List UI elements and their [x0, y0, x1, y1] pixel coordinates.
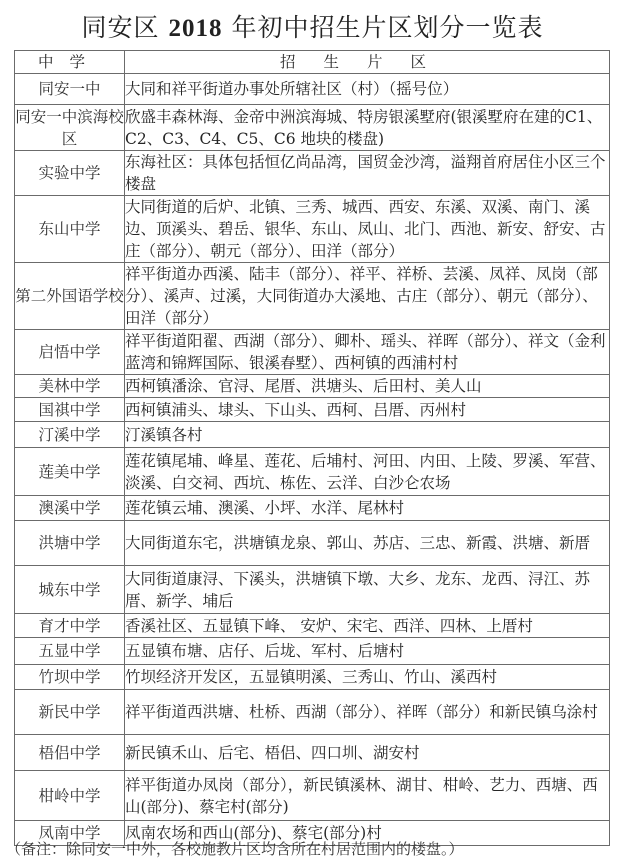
enrollment-area: 祥平街道西洪塘、杜桥、西湖（部分）、祥晖（部分）和新民镇乌涂村: [125, 690, 610, 735]
school-name: 同安一中滨海校区: [15, 105, 125, 151]
school-name: 启悟中学: [15, 330, 125, 375]
enrollment-area: 莲花镇尾埔、峰星、莲花、后埔村、河田、内田、上陵、罗溪、军营、淡溪、白交祠、西坑、栋佐、云洋、白沙仑农场: [125, 448, 610, 496]
school-name: 汀溪中学: [15, 422, 125, 448]
table-header-row: [15, 51, 610, 74]
school-name: 洪塘中学: [15, 521, 125, 566]
enrollment-area: 竹坝经济开发区，五显镇明溪、三秀山、竹山、溪西村: [125, 665, 610, 690]
table-row: [15, 398, 610, 422]
title-text: 年初中招生片区划分一览表: [231, 13, 544, 42]
school-name: 美林中学: [15, 375, 125, 398]
enrollment-area: 香溪社区、五显镇下峰、 安炉、宋宅、西洋、四林、上厝村: [125, 614, 610, 638]
school-name: 梧侣中学: [15, 735, 125, 771]
table-row: [15, 74, 610, 105]
enrollment-area: 祥平街道办西溪、陆丰（部分）、祥平、祥桥、芸溪、凤祥、凤岗（部分）、溪声、过溪，大同街道办大溪地、古庄（部分）、朝元（部分）、田洋（部分）: [125, 263, 610, 330]
school-name: 实验中学: [15, 151, 125, 196]
footnote: （备注：除同安一中外，各校施教片区均含所在村居范围内的楼盘。）: [6, 840, 464, 858]
table-row: [15, 665, 610, 690]
enrollment-area: 祥平街道办凤岗（部分），新民镇溪林、湖甘、柑岭、艺力、西塘、西山(部分)、蔡宅村(部分): [125, 771, 610, 821]
table-row: [15, 375, 610, 398]
enrollment-area: 东海社区：具体包括恒亿尚品湾，国贸金沙湾，溢翔首府居住小区三个楼盘: [125, 151, 610, 196]
enrollment-area: 新民镇禾山、后宅、梧侣、四口圳、湖安村: [125, 735, 610, 771]
table-body: [15, 74, 610, 846]
school-name: 国祺中学: [15, 398, 125, 422]
enrollment-area: 西柯镇浦头、埭头、下山头、西柯、吕厝、丙州村: [125, 398, 610, 422]
enrollment-area: 大同街道的后炉、北镇、三秀、城西、西安、东溪、双溪、南门、溪边、顶溪头、碧岳、银华、东山、凤山、北门、西池、新安、舒安、古庄（部分）、朝元（部分）、田洋（部分）: [125, 196, 610, 263]
table-row: [15, 330, 610, 375]
table-row: [15, 448, 610, 496]
table-row: [15, 151, 610, 196]
enrollment-area: 大同街道东宅，洪塘镇龙泉、郭山、苏店、三忠、新霞、洪塘、新厝: [125, 521, 610, 566]
table-row: [15, 496, 610, 521]
table-row: [15, 521, 610, 566]
title-district: 同安区: [81, 13, 160, 42]
table-row: [15, 638, 610, 665]
school-name: 育才中学: [15, 614, 125, 638]
enrollment-zone-table: [14, 50, 610, 846]
table-row: [15, 105, 610, 151]
table-row: [15, 263, 610, 330]
enrollment-area: 大同街道康浔、下溪头，洪塘镇下墩、大乡、龙东、龙西、浔江、苏厝、新学、埔后: [125, 566, 610, 614]
table-row: [15, 422, 610, 448]
school-name: 新民中学: [15, 690, 125, 735]
table-row: [15, 735, 610, 771]
enrollment-area: 五显镇布塘、店仔、后垅、军村、后塘村: [125, 638, 610, 665]
title-year: 2018: [168, 15, 223, 42]
table-row: [15, 566, 610, 614]
table-row: [15, 614, 610, 638]
table-row: [15, 196, 610, 263]
school-name: 同安一中: [15, 74, 125, 105]
school-name: 五显中学: [15, 638, 125, 665]
school-name: 东山中学: [15, 196, 125, 263]
header-school: 中学: [15, 51, 125, 74]
school-name: 竹坝中学: [15, 665, 125, 690]
school-name: 城东中学: [15, 566, 125, 614]
table-row: [15, 690, 610, 735]
enrollment-area: 祥平街道阳翟、西湖（部分）、卿朴、瑶头、祥晖（部分）、祥文（金利蓝湾和锦辉国际、银溪春墅）、西柯镇的西浦村村: [125, 330, 610, 375]
enrollment-area: 欣盛丰森林海、金帝中洲滨海城、特房银溪墅府(银溪墅府在建的C1、C2、C3、C4、C5、C6 地块的楼盘): [125, 105, 610, 151]
enrollment-area: 莲花镇云埔、澳溪、小坪、水洋、尾林村: [125, 496, 610, 521]
school-name: 第二外国语学校: [15, 263, 125, 330]
header-zone: 招生片区: [125, 51, 610, 74]
school-name: 凤南中学: [15, 821, 125, 846]
school-name: 莲美中学: [15, 448, 125, 496]
page-title: [0, 12, 625, 45]
enrollment-area: 大同和祥平街道办事处所辖社区（村）（摇号位）: [125, 74, 610, 105]
enrollment-area: 凤南农场和西山(部分)、蔡宅(部分)村: [125, 821, 610, 846]
enrollment-area: 西柯镇潘涂、官浔、尾厝、洪塘头、后田村、美人山: [125, 375, 610, 398]
school-name: 柑岭中学: [15, 771, 125, 821]
table-row: [15, 771, 610, 821]
enrollment-area: 汀溪镇各村: [125, 422, 610, 448]
school-name: 澳溪中学: [15, 496, 125, 521]
